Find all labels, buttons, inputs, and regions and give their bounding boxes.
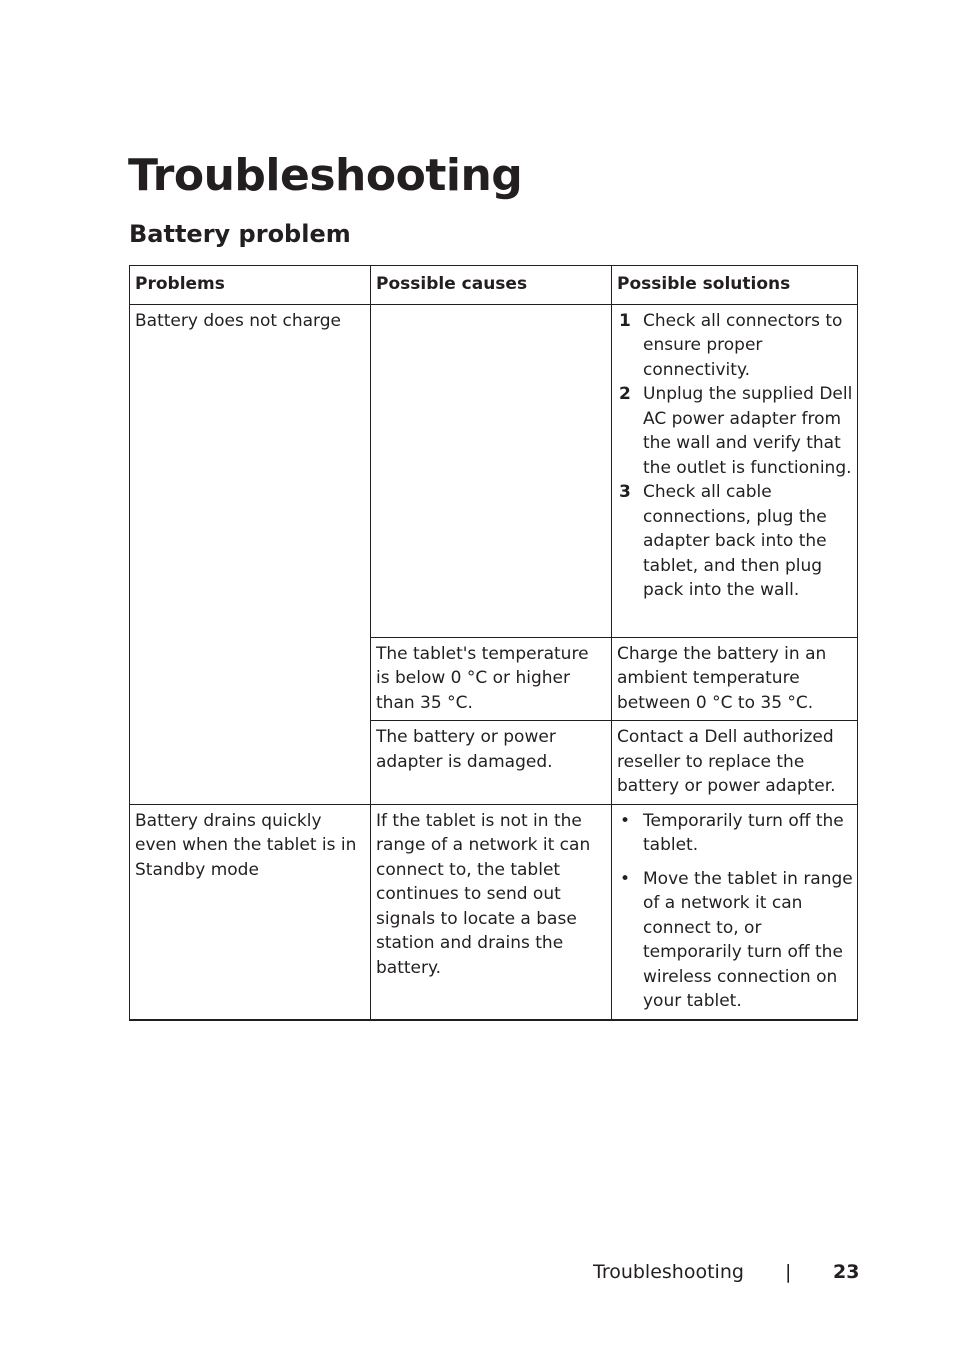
step-text: Check all connectors to ensure proper connectivity.: [643, 310, 843, 380]
table-row: [130, 304, 858, 637]
list-item: [617, 809, 853, 858]
bullet-icon: •: [620, 810, 631, 831]
solution-steps: [617, 309, 853, 603]
footer-separator: |: [785, 1261, 792, 1283]
battery-troubleshooting-table: [129, 265, 858, 1021]
step-number: 1: [619, 310, 631, 331]
list-item: [617, 867, 853, 1014]
problem-cell: Battery drains quickly even when the tablet is in Standby mode: [130, 804, 371, 1020]
page-footer: [593, 1261, 860, 1283]
solution-bullets: [617, 809, 853, 1014]
bullet-text: Temporarily turn off the tablet.: [643, 810, 844, 855]
header-problems: Problems: [130, 266, 371, 305]
page-title: Troubleshooting: [128, 150, 523, 201]
step-number: 2: [619, 384, 631, 404]
solution-cell: Charge the battery in an ambient temperature between 0 °C to 35 °C.: [612, 637, 858, 721]
bullet-text: Move the tablet in range of a network it can connect to, or temporarily turn off the wireless connection on your tablet.: [643, 868, 853, 1011]
step-text: Check all cable connections, plug the adapter back into the tablet, and then plug pack into the wall.: [643, 482, 827, 600]
bullet-icon: •: [620, 868, 631, 889]
cause-cell: The tablet's temperature is below 0 °C or higher than 35 °C.: [371, 637, 612, 721]
list-item: [617, 309, 853, 383]
step-number: 3: [619, 482, 631, 502]
solution-cell: [612, 304, 858, 637]
header-possible-solutions: Possible solutions: [612, 266, 858, 305]
cause-cell: The battery or power adapter is damaged.: [371, 721, 612, 805]
problem-cell: Battery does not charge: [130, 304, 371, 804]
header-possible-causes: Possible causes: [371, 266, 612, 305]
solution-cell: [612, 804, 858, 1020]
page-number: 23: [833, 1261, 860, 1283]
list-item: [617, 480, 853, 603]
list-item: [617, 382, 853, 480]
table-header-row: [130, 266, 858, 305]
section-title: Battery problem: [129, 220, 351, 248]
step-text: Unplug the supplied Dell AC power adapter from the wall and verify that the outlet is functioning.: [643, 384, 853, 478]
solution-cell: Contact a Dell authorized reseller to replace the battery or power adapter.: [612, 721, 858, 805]
footer-section-label: Troubleshooting: [593, 1261, 744, 1283]
table-row: [130, 804, 858, 1020]
cause-cell: If the tablet is not in the range of a network it can connect to, the tablet continues to send out signals to locate a base station and drains the battery.: [371, 804, 612, 1020]
cause-cell: [371, 304, 612, 637]
